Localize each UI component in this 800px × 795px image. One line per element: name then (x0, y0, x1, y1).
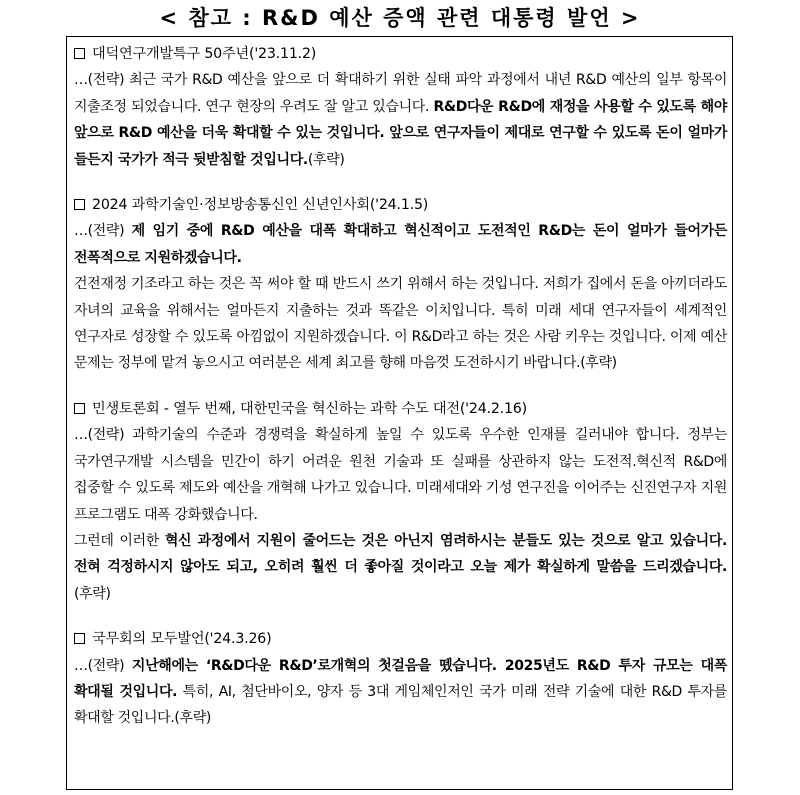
text-run-bold: 제 임기 중에 R&D 예산을 대폭 확대하고 혁신적이고 도전적인 R&D는 돈이 얼마가 들어가든 전폭적으로 지원하겠습니다. (74, 223, 727, 266)
section-1 (74, 41, 727, 173)
checkbox-icon (74, 403, 85, 414)
section-heading-text: 국무회의 모두발언('24.3.26) (92, 631, 272, 648)
checkbox-icon (74, 199, 85, 210)
quote-box (66, 36, 733, 790)
text-run-bold: R&D다운 R&D에 재정을 사용할 수 있도록 해야 앞으로 R&D 예산을 더욱 확대할 수 있는 것입니다. 앞으로 연구자들이 제대로 연구할 수 있도록 돈이 얼마가 들든지 국가가 적극 뒷받침할 것입니다. (74, 98, 727, 168)
paragraph (74, 67, 727, 173)
section-heading (74, 396, 727, 422)
text-run: …(전략) 과학기술의 수준과 경쟁력을 확실하게 높일 수 있도록 우수한 인재를 길러내야 합니다. 정부는 국가연구개발 시스템을 민간이 하기 어려운 원천 기술과 또 실패를 상관하지 않는 도전적.혁신적 R&D에 집중할 수 있도록 제도와 예산을 개혁해 나가고 있습니다. 미래세대와 기성 연구진을 이어주는 신진연구자 지원 프로그램도 대폭 강화했습니다. (74, 427, 727, 523)
section-heading (74, 41, 727, 67)
text-run: 그런데 이러한 (74, 532, 165, 549)
text-run: 건전재정 기조라고 하는 것은 꼭 써야 할 때 반드시 쓰기 위해서 하는 것입니다. 저희가 집에서 돈을 아끼더라도 자녀의 교육을 위해서는 얼마든지 지출하는 것과 똑같은 이치입니다. 특히 미래 세대 연구자들이 세계적인 연구자로 성장할 수 있도록 아낌없이 지원하겠습니다. 이 R&D라고 하는 것은 사람 키우는 것입니다. 이제 예산 문제는 정부에 맡겨 놓으시고 여러분은 세계 최고를 향해 마음껏 도전하시기 바랍니다.(후략) (74, 276, 727, 372)
section-heading-text: 민생토론회 - 열두 번째, 대한민국을 혁신하는 과학 수도 대전('24.2.16) (92, 400, 527, 417)
section-heading (74, 626, 727, 652)
section-3 (74, 396, 727, 607)
document-title: < 참고 : R&D 예산 증액 관련 대통령 발언 > (159, 6, 641, 30)
paragraph (74, 653, 727, 732)
text-run: (후략) (74, 585, 111, 602)
paragraph (74, 528, 727, 607)
section-4 (74, 626, 727, 732)
checkbox-icon (74, 48, 85, 59)
section-heading (74, 192, 727, 218)
section-heading-text: 대덕연구개발특구 50주년('23.11.2) (92, 46, 317, 62)
section-heading-text: 2024 과학기술인·정보방송통신인 신년인사회('24.1.5) (92, 197, 429, 214)
text-run: …(전략) (74, 223, 132, 240)
checkbox-icon (74, 633, 85, 644)
section-2 (74, 192, 727, 377)
text-run-bold: 혁신 과정에서 지원이 줄어드는 것은 아닌지 염려하시는 분들도 있는 것으로 알고 있습니다. 전혀 걱정하시지 않아도 되고, 오히려 훨씬 더 좋아질 것이라고 오늘 제가 확실하게 말씀을 드리겠습니다. (74, 532, 727, 576)
text-run: …(전략) 최근 국가 R&D 예산을 앞으로 더 확대하기 위한 실태 파악 과정에서 내년 R&D 예산의 일부 항목이 지출조정 되었습니다. 연구 현장의 우려도 잘 알고 있습니다. (74, 72, 727, 115)
text-run: (후략) (307, 151, 345, 168)
paragraph (74, 422, 727, 528)
text-run: 특히, AI, 첨단바이오, 양자 등 3대 게임체인저인 국가 미래 전략 기술에 대한 R&D 투자를 확대할 것입니다.(후략) (74, 683, 727, 727)
paragraph (74, 271, 727, 377)
text-run-bold: 지난해에는 ‘R&D다운 R&D’로개혁의 첫걸음을 뗐습니다. 2025년도 R&D 투자 규모는 대폭 확대될 것입니다. (74, 657, 727, 700)
text-run: …(전략) (74, 657, 132, 674)
paragraph (74, 218, 727, 271)
